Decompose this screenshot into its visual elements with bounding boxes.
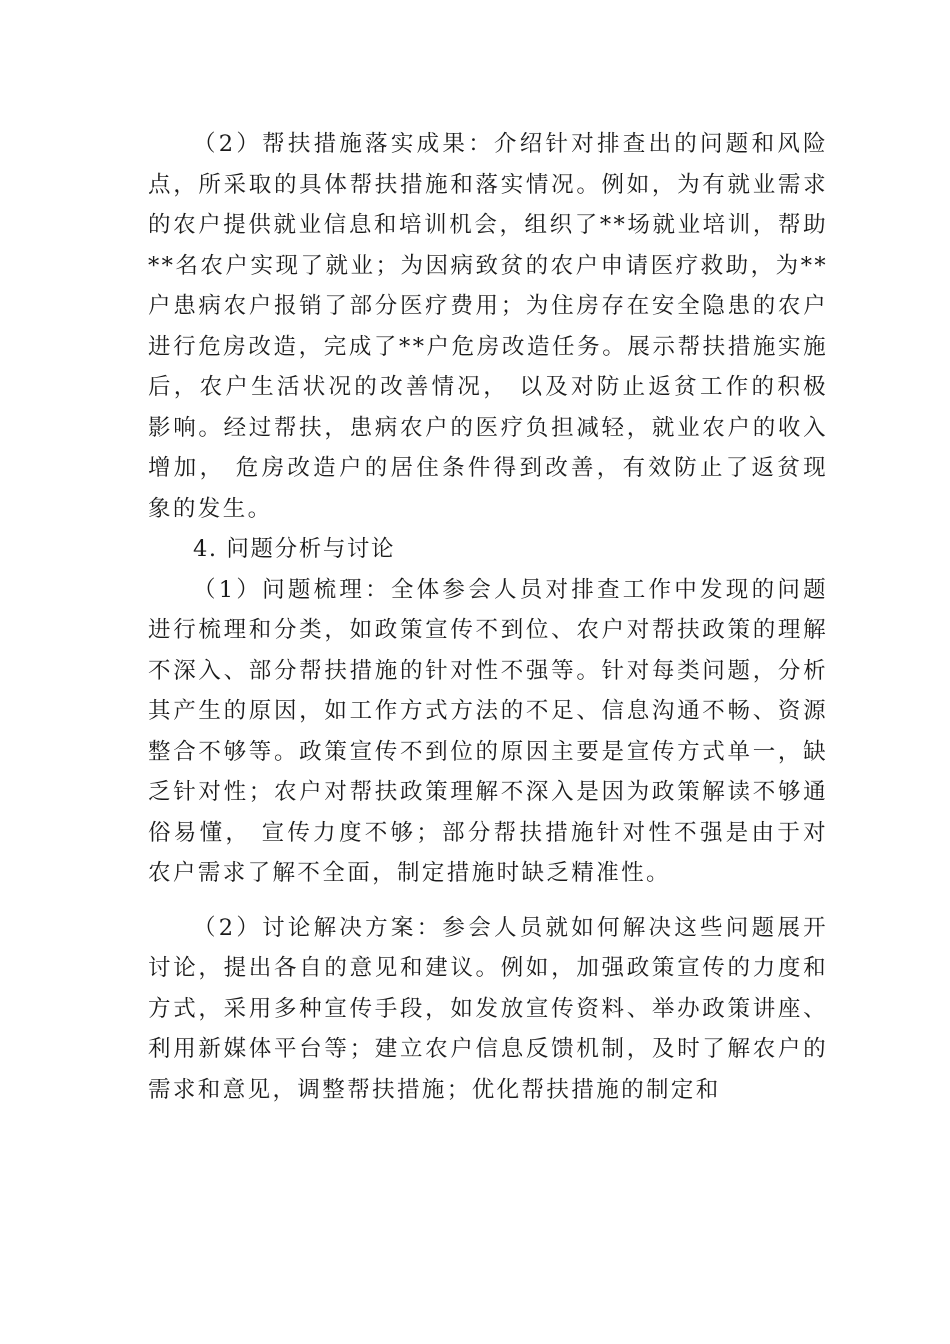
document-body xyxy=(148,124,828,1110)
section-heading-problem-analysis: 4. 问题分析与讨论 xyxy=(193,536,396,562)
paragraph-problem-sorting: （1）问题梳理：全体参会人员对排查工作中发现的问题进行梳理和分类，如政策宣传不到位、农户对帮扶政策的理解不深入、部分帮扶措施的针对性不强等。针对每类问题，分析其产生的原因，如工作方式方法的不足、信息沟通不畅、资源整合不够等。政策宣传不到位的原因主要是宣传方式单一，缺乏针对性；农户对帮扶政策理解不深入是因为政策解读不够通俗易懂， 宣传力度不够；部分帮扶措施针对性不强是由于对农户需求了解不全面，制定措施时缺乏精准性。 xyxy=(148,576,828,886)
paragraph-assistance-results: （2）帮扶措施落实成果：介绍针对排查出的问题和风险点，所采取的具体帮扶措施和落实情况。例如，为有就业需求的农户提供就业信息和培训机会，组织了**场就业培训，帮助**名农户实现了就业；为因病致贫的农户申请医疗救助，为**户患病农户报销了部分医疗费用；为住房存在安全隐患的农户进行危房改造，完成了**户危房改造任务。展示帮扶措施实施后，农户生活状况的改善情况， 以及对防止返贫工作的积极影响。经过帮扶，患病农户的医疗负担减轻，就业农户的收入增加， 危房改造户的居住条件得到改善，有效防止了返贫现象的发生。 xyxy=(148,131,828,522)
paragraph-discussion-solutions: （2）讨论解决方案：参会人员就如何解决这些问题展开讨论，提出各自的意见和建议。例如，加强政策宣传的力度和方式，采用多种宣传手段，如发放宣传资料、举办政策讲座、利用新媒体平台等；建立农户信息反馈机制，及时了解农户的需求和意见，调整帮扶措施；优化帮扶措施的制定和 xyxy=(148,914,828,1103)
